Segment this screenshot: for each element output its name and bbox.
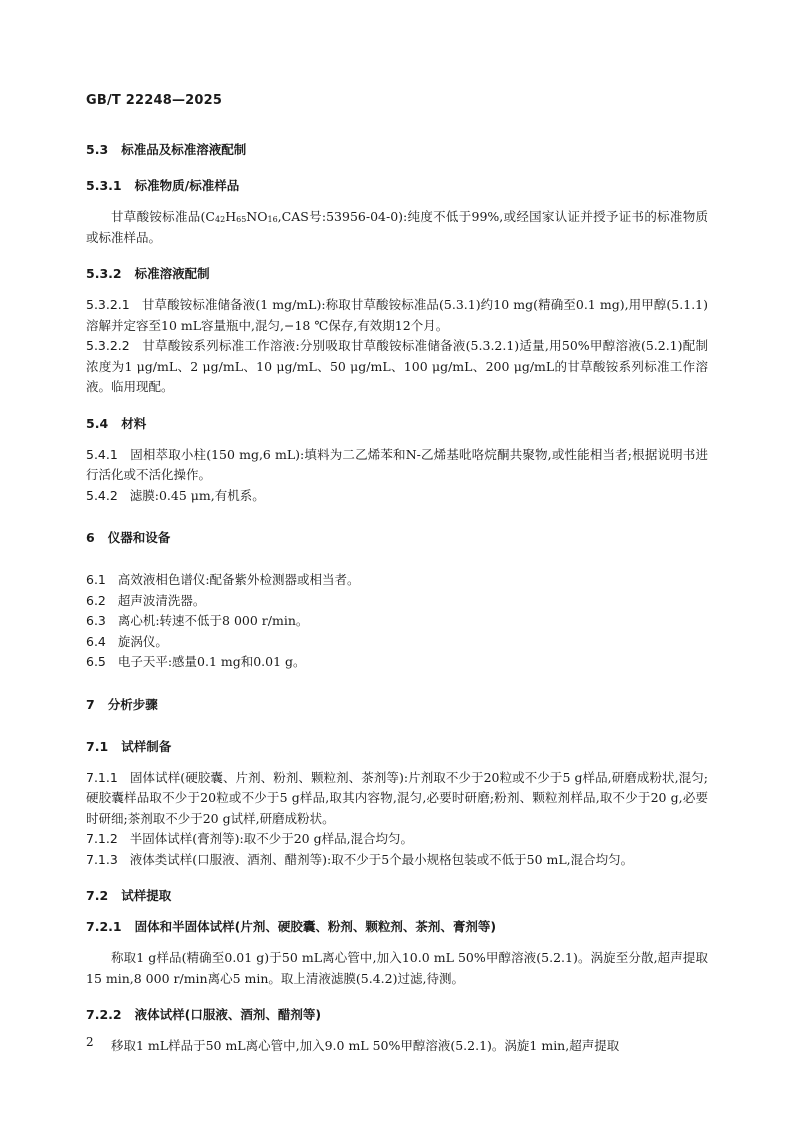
clause-text: 半固体试样(膏剂等):取不少于20 g样品,混合均匀。 (129, 831, 414, 846)
heading-6 (86, 528, 708, 548)
clause-number: 7.1.1 (86, 769, 118, 785)
clause-text: 高效液相色谱仪:配备紫外检测器或相当者。 (117, 572, 360, 587)
section-number: 5.3.2 (86, 266, 122, 281)
section-title: 试样制备 (121, 738, 172, 754)
paragraph-5-4-2 (86, 486, 708, 507)
page-content (86, 140, 708, 1057)
heading-7-2 (86, 886, 708, 906)
section-number: 5.3 (86, 142, 109, 157)
paragraph-5-3-1 (86, 207, 708, 248)
section-title: 材料 (121, 415, 147, 431)
heading-7-2-2 (86, 1005, 708, 1025)
text-segment: NO (246, 209, 268, 224)
heading-7-2-1 (86, 917, 708, 937)
heading-5-3-1 (86, 176, 708, 196)
section-number: 7.2.2 (86, 1007, 122, 1022)
clause-text: 甘草酸铵系列标准工作溶液:分别吸取甘草酸铵标准储备液(5.3.2.1)适量,用50%甲醇溶液(5.2.1)配制浓度为1 μg/mL、2 μg/mL、10 μg/mL、50 μg/mL、100 μg/mL、200 μg/mL的甘草酸铵系列标准工作溶液。临用现配。 (86, 338, 709, 394)
clause-number: 5.4.1 (86, 446, 118, 462)
section-number: 5.4 (86, 415, 109, 431)
subscript: 42 (215, 215, 226, 224)
clause-text: 甘草酸铵标准储备液(1 mg/mL):称取甘草酸铵标准品(5.3.1)约10 mg(精确至0.1 mg),用甲醇(5.1.1)溶解并定容至10 mL容量瓶中,混匀,−18 ℃保存,有效期12个月。 (86, 297, 708, 333)
clause-text: 超声波清洗器。 (117, 592, 206, 608)
section-title: 仪器和设备 (107, 530, 171, 545)
clause-text: 固相萃取小柱(150 mg,6 mL):填料为二乙烯苯和N-乙烯基吡咯烷酮共聚物,或性能相当者;根据说明书进行活化或不活化操作。 (86, 446, 708, 482)
clause-text: 离心机:转速不低于8 000 r/min。 (117, 613, 309, 628)
clause-text: 液体类试样(口服液、酒剂、醋剂等):取不少于5个最小规格包装或不低于50 mL,混合均匀。 (129, 851, 634, 867)
text-segment: ,CAS号:53956-04-0):纯度不低于99%,或经国家认证并授予证书的标准物质或标准样品。 (86, 209, 708, 245)
paragraph-6-5 (86, 652, 708, 673)
paragraph-7-1-3 (86, 850, 708, 871)
clause-number: 5.3.2.1 (86, 297, 130, 312)
page-number: 2 (86, 1035, 94, 1049)
paragraph-6-3 (86, 611, 708, 632)
heading-5-3 (86, 140, 708, 160)
clause-number: 6.5 (86, 654, 106, 669)
heading-7 (86, 695, 708, 715)
text-segment: H (225, 209, 237, 224)
paragraph-6-4 (86, 632, 708, 653)
heading-5-3-2 (86, 264, 708, 284)
paragraph-5-4-1 (86, 445, 708, 486)
clause-text: 滤膜:0.45 μm,有机系。 (129, 487, 265, 503)
section-number: 7 (86, 696, 95, 712)
paragraph-6-1 (86, 570, 708, 591)
section-title: 标准品及标准溶液配制 (121, 142, 247, 157)
heading-7-1 (86, 737, 708, 757)
subscript: 65 (236, 215, 247, 224)
clause-text: 电子天平:感量0.1 mg和0.01 g。 (117, 654, 306, 669)
section-title: 试样提取 (121, 888, 172, 903)
clause-number: 5.4.2 (86, 487, 118, 503)
text-segment: 甘草酸铵标准品(C (111, 209, 216, 224)
clause-number: 6.2 (86, 592, 106, 608)
section-title: 液体试样(口服液、酒剂、醋剂等) (134, 1007, 322, 1022)
section-title: 标准物质/标准样品 (134, 178, 240, 193)
paragraph-6-2 (86, 591, 708, 612)
section-number: 7.2.1 (86, 919, 122, 934)
paragraph-7-1-2 (86, 829, 708, 850)
paragraph-7-2-1: 称取1 g样品(精确至0.01 g)于50 mL离心管中,加入10.0 mL 50%甲醇溶液(5.2.1)。涡旋至分散,超声提取15 min,8 000 r/min离心5 min。取上清液滤膜(5.4.2)过滤,待测。 (86, 950, 708, 986)
clause-number: 6.1 (86, 572, 106, 587)
standard-code: GB/T 22248—2025 (86, 93, 223, 108)
clause-number: 6.4 (86, 633, 106, 649)
clause-text: 旋涡仪。 (117, 633, 168, 649)
section-number: 6 (86, 530, 95, 545)
paragraph-5-3-2-1 (86, 295, 708, 336)
section-title: 固体和半固体试样(片剂、硬胶囊、粉剂、颗粒剂、茶剂、膏剂等) (134, 919, 497, 934)
paragraph-7-1-1 (86, 768, 708, 830)
section-title: 标准溶液配制 (134, 266, 210, 281)
section-number: 5.3.1 (86, 178, 122, 193)
paragraph-5-3-2-2 (86, 336, 708, 398)
paragraph-7-2-2: 移取1 mL样品于50 mL离心管中,加入9.0 mL 50%甲醇溶液(5.2.1)。涡旋1 min,超声提取 (111, 1038, 620, 1053)
section-number: 7.2 (86, 888, 109, 903)
subscript: 16 (267, 215, 278, 224)
clause-text: 固体试样(硬胶囊、片剂、粉剂、颗粒剂、茶剂等):片剂取不少于20粒或不少于5 g样品,研磨成粉状,混匀;硬胶囊样品取不少于20粒或不少于5 g样品,取其内容物,混匀,必要时研磨;粉剂、颗粒剂样品,取不少于20 g,必要时研细;茶剂取不少于20 g试样,研磨成粉状。 (86, 769, 709, 826)
clause-number: 6.3 (86, 613, 106, 628)
section-title: 分析步骤 (107, 696, 158, 712)
heading-5-4 (86, 414, 708, 434)
clause-number: 5.3.2.2 (86, 338, 130, 353)
clause-number: 7.1.2 (86, 831, 118, 846)
clause-number: 7.1.3 (86, 851, 118, 867)
section-number: 7.1 (86, 738, 109, 754)
